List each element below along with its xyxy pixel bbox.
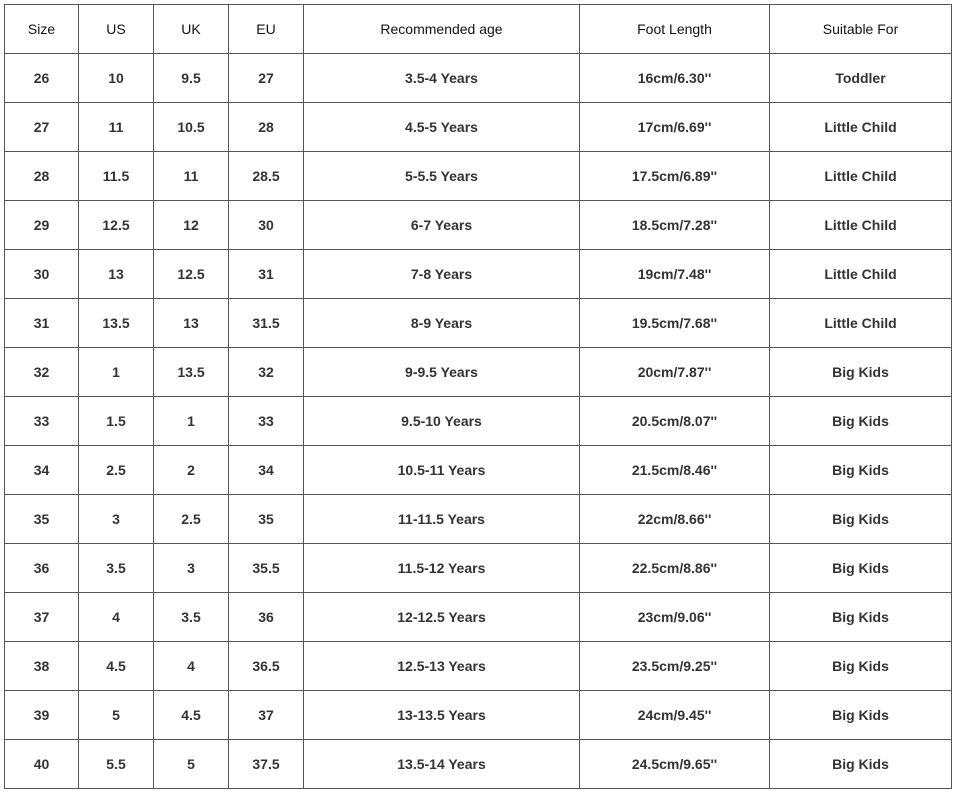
- cell-foot-length: 21.5cm/8.46'': [580, 446, 770, 495]
- cell-recommended-age: 13-13.5 Years: [304, 691, 580, 740]
- cell-suitable-for: Little Child: [770, 201, 952, 250]
- cell-recommended-age: 8-9 Years: [304, 299, 580, 348]
- cell-size: 40: [5, 740, 79, 789]
- cell-uk: 3: [154, 544, 229, 593]
- table-row: [5, 446, 952, 495]
- cell-us: 13: [79, 250, 154, 299]
- cell-suitable-for: Little Child: [770, 152, 952, 201]
- table-row: [5, 299, 952, 348]
- cell-foot-length: 18.5cm/7.28'': [580, 201, 770, 250]
- cell-eu: 32: [229, 348, 304, 397]
- cell-eu: 27: [229, 54, 304, 103]
- cell-suitable-for: Big Kids: [770, 397, 952, 446]
- cell-uk: 11: [154, 152, 229, 201]
- size-chart-table: [4, 4, 952, 789]
- cell-eu: 37: [229, 691, 304, 740]
- header-size: Size: [5, 5, 79, 54]
- cell-foot-length: 17.5cm/6.89'': [580, 152, 770, 201]
- cell-uk: 2: [154, 446, 229, 495]
- cell-foot-length: 24.5cm/9.65'': [580, 740, 770, 789]
- cell-eu: 31: [229, 250, 304, 299]
- cell-us: 3.5: [79, 544, 154, 593]
- cell-uk: 2.5: [154, 495, 229, 544]
- size-chart-body: [5, 54, 952, 789]
- cell-recommended-age: 4.5-5 Years: [304, 103, 580, 152]
- cell-us: 5.5: [79, 740, 154, 789]
- cell-eu: 35.5: [229, 544, 304, 593]
- cell-eu: 37.5: [229, 740, 304, 789]
- cell-eu: 31.5: [229, 299, 304, 348]
- cell-uk: 5: [154, 740, 229, 789]
- cell-foot-length: 20.5cm/8.07'': [580, 397, 770, 446]
- cell-suitable-for: Big Kids: [770, 642, 952, 691]
- cell-suitable-for: Little Child: [770, 299, 952, 348]
- cell-foot-length: 23.5cm/9.25'': [580, 642, 770, 691]
- cell-recommended-age: 13.5-14 Years: [304, 740, 580, 789]
- header-us: US: [79, 5, 154, 54]
- cell-foot-length: 17cm/6.69'': [580, 103, 770, 152]
- cell-uk: 12.5: [154, 250, 229, 299]
- cell-size: 29: [5, 201, 79, 250]
- cell-uk: 9.5: [154, 54, 229, 103]
- cell-us: 3: [79, 495, 154, 544]
- cell-size: 32: [5, 348, 79, 397]
- cell-eu: 30: [229, 201, 304, 250]
- cell-eu: 34: [229, 446, 304, 495]
- cell-recommended-age: 12.5-13 Years: [304, 642, 580, 691]
- cell-foot-length: 22cm/8.66'': [580, 495, 770, 544]
- cell-recommended-age: 6-7 Years: [304, 201, 580, 250]
- table-row: [5, 152, 952, 201]
- cell-us: 5: [79, 691, 154, 740]
- cell-uk: 12: [154, 201, 229, 250]
- table-row: [5, 348, 952, 397]
- cell-us: 4: [79, 593, 154, 642]
- cell-eu: 35: [229, 495, 304, 544]
- header-suitable-for: Suitable For: [770, 5, 952, 54]
- cell-foot-length: 19cm/7.48'': [580, 250, 770, 299]
- cell-recommended-age: 3.5-4 Years: [304, 54, 580, 103]
- header-row: [5, 5, 952, 54]
- size-chart-container: [4, 4, 952, 789]
- cell-us: 2.5: [79, 446, 154, 495]
- cell-uk: 4.5: [154, 691, 229, 740]
- cell-uk: 3.5: [154, 593, 229, 642]
- header-eu: EU: [229, 5, 304, 54]
- cell-eu: 36.5: [229, 642, 304, 691]
- cell-suitable-for: Little Child: [770, 250, 952, 299]
- cell-uk: 13: [154, 299, 229, 348]
- cell-suitable-for: Big Kids: [770, 544, 952, 593]
- cell-us: 13.5: [79, 299, 154, 348]
- cell-recommended-age: 10.5-11 Years: [304, 446, 580, 495]
- header-recommended-age: Recommended age: [304, 5, 580, 54]
- cell-eu: 28.5: [229, 152, 304, 201]
- cell-foot-length: 16cm/6.30'': [580, 54, 770, 103]
- cell-size: 28: [5, 152, 79, 201]
- cell-eu: 28: [229, 103, 304, 152]
- cell-foot-length: 19.5cm/7.68'': [580, 299, 770, 348]
- cell-foot-length: 22.5cm/8.86'': [580, 544, 770, 593]
- cell-us: 11.5: [79, 152, 154, 201]
- table-row: [5, 495, 952, 544]
- cell-suitable-for: Big Kids: [770, 691, 952, 740]
- cell-size: 26: [5, 54, 79, 103]
- table-row: [5, 691, 952, 740]
- cell-us: 4.5: [79, 642, 154, 691]
- cell-us: 1: [79, 348, 154, 397]
- cell-recommended-age: 5-5.5 Years: [304, 152, 580, 201]
- cell-recommended-age: 12-12.5 Years: [304, 593, 580, 642]
- cell-suitable-for: Big Kids: [770, 740, 952, 789]
- cell-us: 10: [79, 54, 154, 103]
- cell-size: 36: [5, 544, 79, 593]
- cell-recommended-age: 7-8 Years: [304, 250, 580, 299]
- table-row: [5, 642, 952, 691]
- cell-foot-length: 20cm/7.87'': [580, 348, 770, 397]
- cell-uk: 10.5: [154, 103, 229, 152]
- cell-us: 1.5: [79, 397, 154, 446]
- cell-recommended-age: 11.5-12 Years: [304, 544, 580, 593]
- header-uk: UK: [154, 5, 229, 54]
- cell-recommended-age: 9-9.5 Years: [304, 348, 580, 397]
- cell-size: 35: [5, 495, 79, 544]
- table-row: [5, 593, 952, 642]
- cell-uk: 4: [154, 642, 229, 691]
- cell-uk: 1: [154, 397, 229, 446]
- cell-suitable-for: Big Kids: [770, 446, 952, 495]
- cell-eu: 36: [229, 593, 304, 642]
- cell-us: 11: [79, 103, 154, 152]
- cell-uk: 13.5: [154, 348, 229, 397]
- cell-suitable-for: Big Kids: [770, 593, 952, 642]
- cell-size: 30: [5, 250, 79, 299]
- table-row: [5, 250, 952, 299]
- table-row: [5, 54, 952, 103]
- table-row: [5, 397, 952, 446]
- cell-foot-length: 24cm/9.45'': [580, 691, 770, 740]
- cell-eu: 33: [229, 397, 304, 446]
- cell-recommended-age: 9.5-10 Years: [304, 397, 580, 446]
- cell-size: 34: [5, 446, 79, 495]
- cell-size: 39: [5, 691, 79, 740]
- table-row: [5, 544, 952, 593]
- cell-suitable-for: Toddler: [770, 54, 952, 103]
- table-row: [5, 201, 952, 250]
- cell-size: 27: [5, 103, 79, 152]
- cell-suitable-for: Little Child: [770, 103, 952, 152]
- cell-size: 31: [5, 299, 79, 348]
- cell-us: 12.5: [79, 201, 154, 250]
- cell-size: 37: [5, 593, 79, 642]
- cell-suitable-for: Big Kids: [770, 348, 952, 397]
- cell-recommended-age: 11-11.5 Years: [304, 495, 580, 544]
- cell-size: 33: [5, 397, 79, 446]
- table-row: [5, 740, 952, 789]
- header-foot-length: Foot Length: [580, 5, 770, 54]
- cell-foot-length: 23cm/9.06'': [580, 593, 770, 642]
- cell-suitable-for: Big Kids: [770, 495, 952, 544]
- table-row: [5, 103, 952, 152]
- cell-size: 38: [5, 642, 79, 691]
